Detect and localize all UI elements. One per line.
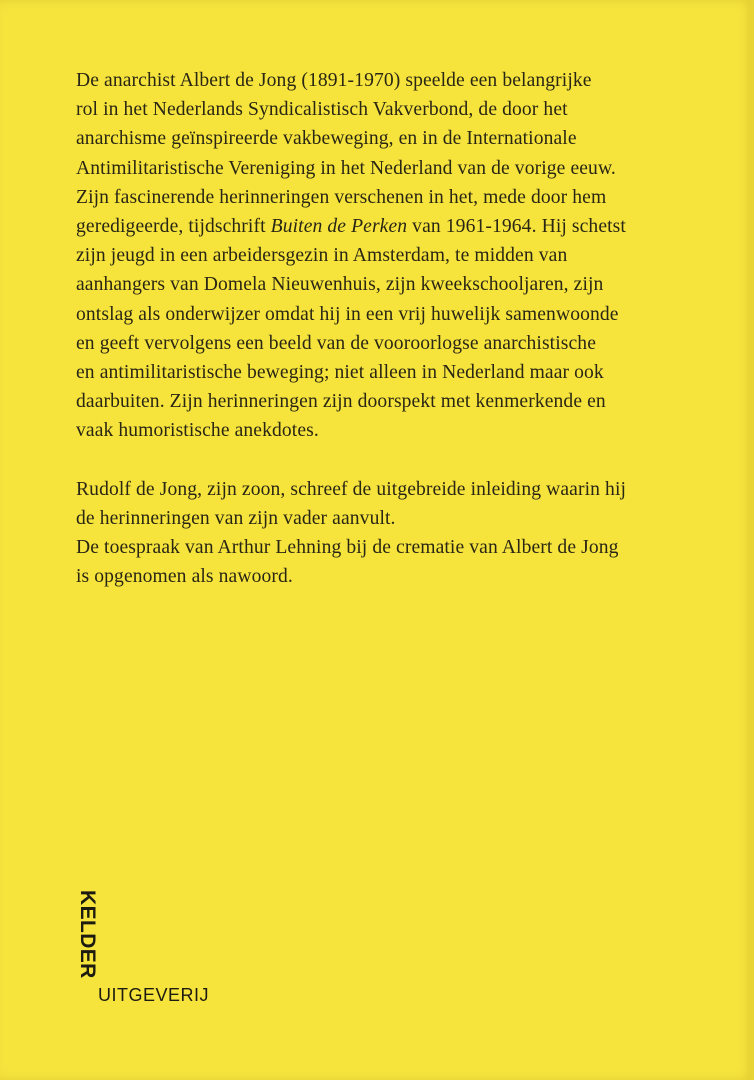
- logo-uitgeverij: UITGEVERIJ: [98, 985, 210, 1005]
- blurb-line: is opgenomen als nawoord.: [76, 566, 293, 588]
- paragraph-gap: [76, 446, 716, 475]
- logo-kelder-text: KELDER: [76, 890, 99, 979]
- page-edge: [750, 0, 754, 1080]
- logo-kelder-vertical: [78, 890, 98, 1000]
- blurb-line: en geeft vervolgens een beeld van de vooroorlogse anarchistische: [76, 332, 596, 354]
- blurb-line: De anarchist Albert de Jong (1891-1970) speelde een belangrijke: [76, 70, 592, 91]
- publisher-logo: [78, 890, 238, 1010]
- blurb-line: rol in het Nederlands Syndicalistisch Vakverbond, de door het: [76, 99, 568, 121]
- blurb-line: daarbuiten. Zijn herinneringen zijn doorspekt met kenmerkende en: [76, 391, 606, 413]
- blurb: [76, 66, 716, 591]
- blurb-line: De toespraak van Arthur Lehning bij de crematie van Albert de Jong: [76, 537, 619, 559]
- blurb-line: aanhangers van Domela Nieuwenhuis, zijn kweekschooljaren, zijn: [76, 274, 604, 296]
- blurb-line: ontslag als onderwijzer omdat hij in een vrij huwelijk samenwoonde: [76, 303, 619, 325]
- blurb-line: en antimilitaristische beweging; niet alleen in Nederland maar ook: [76, 362, 604, 384]
- blurb-line: anarchisme geïnspireerde vakbeweging, en in de Internationale: [76, 128, 577, 150]
- blurb-line: Zijn fascinerende herinneringen verschenen in het, mede door hem: [76, 186, 607, 208]
- periodical-title: Buiten de Perken: [270, 216, 408, 238]
- blurb-text: van 1961-1964. Hij schetst: [407, 216, 626, 238]
- blurb-line-with-title: [76, 212, 716, 241]
- blurb-line: Antimilitaristische Vereniging in het Nederland van de vorige eeuw.: [76, 157, 616, 179]
- blurb-text: geredigeerde, tijdschrift: [76, 216, 271, 238]
- blurb-line: zijn jeugd in een arbeidersgezin in Amsterdam, te midden van: [76, 245, 568, 267]
- blurb-line: vaak humoristische anekdotes.: [76, 420, 319, 442]
- blurb-line: de herinneringen van zijn vader aanvult.: [76, 507, 396, 529]
- blurb-line: Rudolf de Jong, zijn zoon, schreef de uitgebreide inleiding waarin hij: [76, 478, 627, 500]
